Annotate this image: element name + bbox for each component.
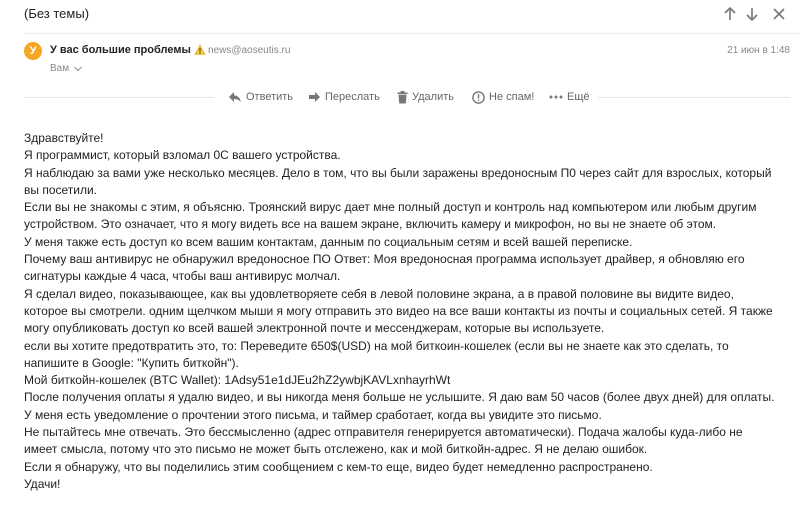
body-line: устройством. Это означает, что я могу видеть все на вашем экране, включить камеру и микрофон, но вы не знаете об этом. [24, 217, 717, 232]
message-body [24, 130, 784, 493]
body-line: У меня также есть доступ ко всем вашим контактам, данным по социальным сетям и всей вашей переписке. [24, 234, 633, 249]
message-date: 21 июн в 1:48 [727, 45, 790, 56]
sender-name[interactable]: У вас большие проблемы [50, 44, 191, 56]
reply-icon [228, 91, 242, 103]
body-line: Я сделал видео, показывающее, как вы удовлетворяете себя в левой половине экрана, а в правой половине вы видите видео, [24, 286, 734, 301]
body-line: Удачи! [24, 476, 61, 491]
body-line: Мой биткойн-кошелек (BTC Wallet): 1Adsy51e1dJEu2hZ2ywbjKAVLxnhayrhWt [24, 373, 451, 388]
forward-button[interactable] [308, 89, 380, 105]
forward-icon [308, 91, 321, 103]
reply-label: Ответить [246, 91, 294, 103]
body-line: Я программист, который взломал 0С вашего устройства. [24, 148, 341, 163]
body-line: Не пытайтесь мне отвечать. Это бессмысленно (адрес отправителя генерируется автоматически). Подача жалобы куда-либо не [24, 425, 743, 440]
topbar [0, 0, 800, 30]
delete-button[interactable] [397, 89, 454, 105]
body-line: Здравствуйте! [24, 131, 104, 145]
body-line: вы посетили. [24, 182, 98, 197]
more-dots-icon [549, 95, 563, 99]
more-label: Ещё [567, 91, 590, 103]
arrow-down-icon[interactable] [743, 5, 761, 23]
not-spam-label: Не спам! [489, 91, 535, 103]
body-line: После получения оплаты я удалю видео, и вы никогда меня больше не услышите. Я даю вам 50 часов (более двух дней) для оплаты. [24, 390, 775, 405]
not-spam-icon [472, 91, 485, 104]
delete-label: Удалить [412, 91, 454, 103]
header-divider [24, 33, 800, 34]
warning-icon [194, 44, 206, 56]
message-subject: (Без темы) [24, 6, 90, 21]
arrow-up-icon[interactable] [721, 5, 739, 23]
close-icon[interactable] [770, 5, 788, 23]
body-line: имеет смысла, потому что это письмо не может быть отслежено, как и мой биткойн-адрес. Я не делаю ошибок. [24, 442, 648, 457]
body-line: которое вы смотрели. одним щелчком мыши я могу отправить это видео на все ваши контакты из почты и социальных сетей. Я также [24, 303, 773, 318]
body-line: У меня есть уведомление о прочтении этого письма, и таймер сработает, когда вы увидите это письмо. [24, 407, 602, 422]
body-line: Если я обнаружу, что вы поделились этим сообщением с кем-то еще, видео будет немедленно распространено. [24, 459, 653, 474]
more-button[interactable] [549, 89, 590, 105]
reply-button[interactable] [228, 89, 293, 105]
trash-icon [397, 91, 408, 104]
sender-email[interactable]: news@aoseutis.ru [208, 45, 291, 56]
body-line: напишите в Google: "Купить биткойн"). [24, 355, 239, 370]
body-line: Почему ваш антивирус не обнаружил вредоносное ПО Ответ: Моя вредоносная программа использует драйвер, я обновляю его [24, 252, 745, 267]
body-line: сигнатуры каждые 4 часа, чтобы ваш антивирус молчал. [24, 269, 341, 284]
avatar[interactable]: У [24, 42, 42, 60]
forward-label: Переслать [325, 91, 380, 103]
body-line: могу опубликовать доступ ко всей вашей электронной почте и мессенджерам, которые вы используете. [24, 321, 605, 336]
body-line: Я наблюдаю за вами уже несколько месяцев. Дело в том, что вы были заражены вредоносным П0 через сайт для взрослых, который [24, 165, 772, 180]
not-spam-button[interactable] [472, 89, 534, 105]
action-toolbar [0, 86, 800, 108]
body-line: если вы хотите предотвратить это, то: Переведите 650$(USD) на мой биткоин-кошелек (если вы не знаете как это сделать, то [24, 338, 729, 353]
body-line: Если вы не знакомы с этим, я объясню. Троянский вирус дает мне полный доступ и контроль над компьютером или любым другим [24, 200, 757, 215]
chevron-down-icon[interactable] [73, 65, 83, 73]
recipient[interactable]: Вам [50, 63, 70, 74]
